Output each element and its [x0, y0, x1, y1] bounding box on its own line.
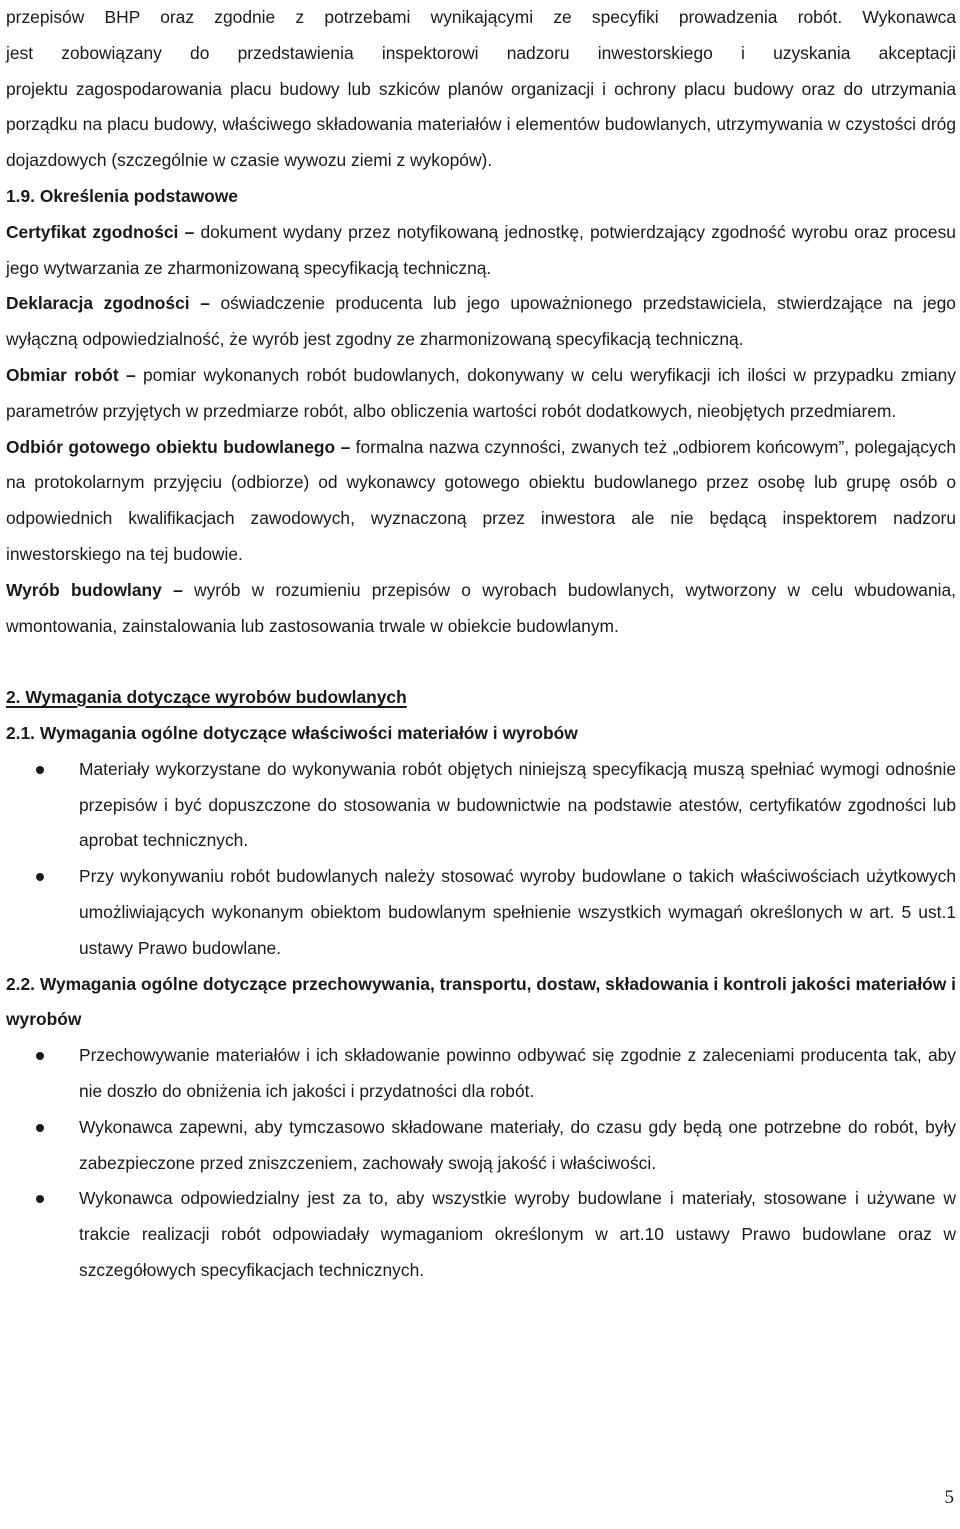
- page-number: 5: [944, 1487, 954, 1508]
- definition-obmiar: Obmiar robót – pomiar wykonanych robót budowlanych, dokonywany w celu weryfikacji ich ilości w przypadku zmiany parametrów przyjętych w przedmiarze robót, albo obliczenia wartości robót dodatkowych, nieobjętych przedmiarem.: [6, 364, 956, 421]
- definition-wyrob: Wyrób budowlany – wyrób w rozumieniu przepisów o wyrobach budowlanych, wytworzony w celu wbudowania, wmontowania, zainstalowania lub zastosowania trwale w obiekcie budowlanym.: [6, 579, 956, 636]
- document-page: [6, 0, 956, 1289]
- definition-term: Certyfikat zgodności: [6, 221, 179, 242]
- section-2-2-list: [6, 1038, 956, 1289]
- intro-line-2: jest zobowiązany do przedstawienia inspektorowi nadzoru inwestorskiego i uzyskania akceptacji: [6, 42, 956, 63]
- list-item: Wykonawca odpowiedzialny jest za to, aby wszystkie wyroby budowlane i materiały, stosowane i używane w trakcie realizacji robót odpowiadały wymaganiom określonym w art.10 ustawy Prawo budowlane oraz w szczegółowych specyfikacjach technicznych.: [6, 1181, 956, 1288]
- bullet-icon: [36, 873, 44, 881]
- section-2-1-heading: 2.1. Wymagania ogólne dotyczące właściwości materiałów i wyrobów: [6, 722, 578, 743]
- definition-term: Obmiar robót: [6, 364, 119, 385]
- intro-paragraph: projektu zagospodarowania placu budowy lub szkiców planów organizacji i ochrony placu budowy oraz do utrzymania porządku na placu budowy, właściwego składowania materiałów i elementów budowlanych, utrzymywania w czystości dróg dojazdowych (szczególnie w czasie wywozu ziemi z wykopów).: [6, 78, 956, 171]
- blank-spacer: [6, 644, 956, 680]
- definition-deklaracja: Deklaracja zgodności – oświadczenie producenta lub jego upoważnionego przedstawiciela, stwierdzające na jego wyłączną odpowiedzialność, że wyrób jest zgodny ze zharmonizowaną specyfikacją techniczną.: [6, 293, 956, 350]
- definition-text: formalna nazwa czynności, zwanych też „odbiorem końcowym”, polegających na protokolarnym przyjęciu (odbiorze) od wykonawcy gotowego obiektu budowlanego przez osobę lub grupę osób o odpowiednich kwalifikacjach zawodowych, wyznaczoną przez inwestora ale nie będącą inspektorem nadzoru inwestorskiego na tej budowie.: [6, 436, 956, 564]
- bullet-icon: [36, 766, 44, 774]
- bullet-icon: [36, 1124, 44, 1132]
- definition-text: pomiar wykonanych robót budowlanych, dokonywany w celu weryfikacji ich ilości w przypadku zmiany parametrów przyjętych w przedmiarze robót, albo obliczenia wartości robót dodatkowych, nieobjętych przedmiarem.: [6, 364, 956, 421]
- list-item: Przy wykonywaniu robót budowlanych należy stosować wyroby budowlane o takich właściwościach użytkowych umożliwiających wykonanym obiektom budowlanym spełnienie wszystkich wymagań określonych w art. 5 ust.1 ustawy Prawo budowlane.: [6, 859, 956, 966]
- definition-certyfikat: Certyfikat zgodności – dokument wydany przez notyfikowaną jednostkę, potwierdzający zgodność wyrobu oraz procesu jego wytwarzania ze zharmonizowaną specyfikacją techniczną.: [6, 221, 956, 278]
- section-2-heading: 2. Wymagania dotyczące wyrobów budowlanych: [6, 687, 407, 708]
- bullet-icon: [36, 1195, 44, 1203]
- intro-line-1: przepisów BHP oraz zgodnie z potrzebami wynikającymi ze specyfiki prowadzenia robót. Wykonawca: [6, 7, 956, 27]
- definition-text: wyrób w rozumieniu przepisów o wyrobach budowlanych, wytworzony w celu wbudowania, wmontowania, zainstalowania lub zastosowania trwale w obiekcie budowlanym.: [6, 579, 956, 636]
- definition-term: Deklaracja zgodności: [6, 293, 190, 314]
- definition-term: Odbiór gotowego obiektu budowlanego: [6, 436, 336, 457]
- section-2-1-list: [6, 752, 956, 967]
- list-item: Przechowywanie materiałów i ich składowanie powinno odbywać się zgodnie z zaleceniami producenta tak, aby nie doszło do obniżenia ich jakości i przydatności dla robót.: [6, 1038, 956, 1110]
- list-item: Wykonawca zapewni, aby tymczasowo składowane materiały, do czasu gdy będą one potrzebne do robót, były zabezpieczone przed zniszczeniem, zachowały swoją jakość i właściwości.: [6, 1110, 956, 1182]
- definition-term: Wyrób budowlany: [6, 579, 162, 600]
- list-item: Materiały wykorzystane do wykonywania robót objętych niniejszą specyfikacją muszą spełniać wymogi odnośnie przepisów i być dopuszczone do stosowania w budownictwie na podstawie atestów, certyfikatów zgodności lub aprobat technicznych.: [6, 752, 956, 859]
- definition-odbior: Odbiór gotowego obiektu budowlanego – formalna nazwa czynności, zwanych też „odbiorem końcowym”, polegających na protokolarnym przyjęciu (odbiorze) od wykonawcy gotowego obiektu budowlanego przez osobę lub grupę osób o odpowiednich kwalifikacjach zawodowych, wyznaczoną przez inwestora ale nie będącą inspektorem nadzoru inwestorskiego na tej budowie.: [6, 436, 956, 564]
- bullet-icon: [36, 1052, 44, 1060]
- section-1-9-heading: 1.9. Określenia podstawowe: [6, 185, 238, 206]
- definition-text: oświadczenie producenta lub jego upoważnionego przedstawiciela, stwierdzające na jego wyłączną odpowiedzialność, że wyrób jest zgodny ze zharmonizowaną specyfikacją techniczną.: [6, 293, 956, 350]
- section-2-2-heading: 2.2. Wymagania ogólne dotyczące przechowywania, transportu, dostaw, składowania i kontroli jakości materiałów i wyrobów: [6, 973, 956, 1030]
- definition-text: dokument wydany przez notyfikowaną jednostkę, potwierdzający zgodność wyrobu oraz procesu jego wytwarzania ze zharmonizowaną specyfikacją techniczną.: [6, 221, 956, 278]
